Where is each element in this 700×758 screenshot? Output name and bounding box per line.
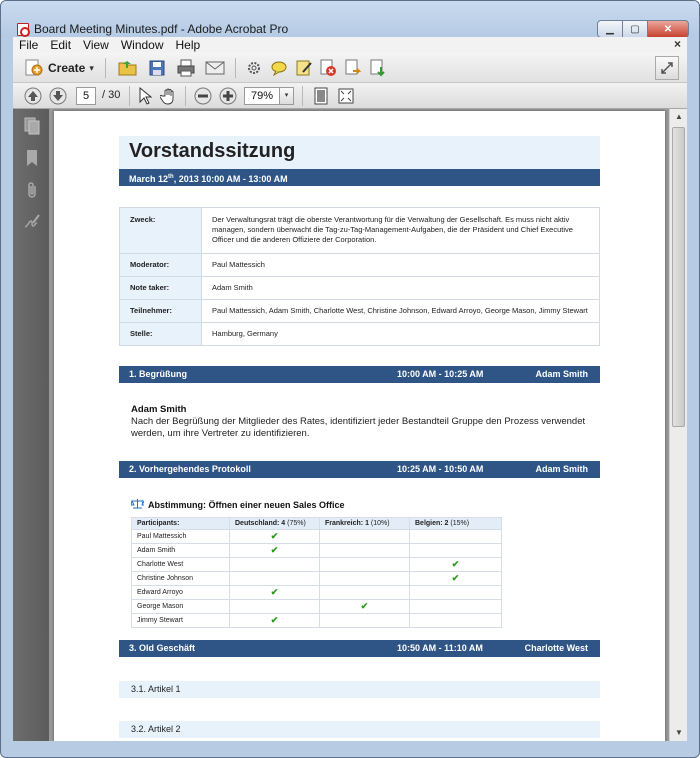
meeting-date <box>129 169 288 188</box>
open-button[interactable] <box>117 57 139 79</box>
info-value: Hamburg, Germany <box>212 329 278 338</box>
vote-option-percent: (10%) <box>368 520 390 527</box>
create-pdf-icon <box>23 58 43 78</box>
table-row <box>132 614 502 628</box>
section-time: 10:00 AM - 10:25 AM <box>397 369 484 379</box>
page-count: / 30 <box>102 89 121 101</box>
save-button[interactable] <box>146 57 168 79</box>
table-row <box>132 558 502 572</box>
toolbar-divider <box>302 86 303 106</box>
meeting-date-main: March 12 <box>129 174 169 184</box>
info-key: Note taker: <box>120 277 202 299</box>
info-row-location <box>120 323 599 345</box>
section-header <box>119 366 600 383</box>
section-title: 2. Vorhergehendes Protokoll <box>129 464 251 474</box>
document-view[interactable] <box>49 109 669 741</box>
close-button[interactable]: ✕ <box>647 20 689 38</box>
navigation-pane <box>13 109 49 741</box>
next-page-button[interactable] <box>48 86 68 106</box>
zoom-input[interactable]: 79% <box>244 87 280 105</box>
vote-table <box>131 517 502 628</box>
table-row <box>132 600 502 614</box>
sign-document-icon <box>295 59 313 77</box>
expand-button[interactable] <box>655 56 679 80</box>
scales-icon <box>131 498 145 512</box>
previous-page-button[interactable] <box>23 86 43 106</box>
section-paragraph: Nach der Begrüßung der Mitglieder des Rates, identifiziert jeder Bestandteil Gruppe den Prozess verwendet werden, um ihre Vertreter zu identifizieren. <box>131 416 586 439</box>
vote-cell <box>230 600 320 614</box>
vote-cell <box>410 600 502 614</box>
table-row <box>132 572 502 586</box>
create-label: Create <box>48 61 86 75</box>
info-value: Adam Smith <box>212 283 253 292</box>
info-row-purpose <box>120 208 599 254</box>
participant-name: Paul Mattessich <box>132 530 230 544</box>
page-number-input[interactable]: 5 <box>76 87 96 105</box>
section-header <box>119 461 600 478</box>
print-button[interactable] <box>175 57 197 79</box>
vote-title: Abstimmung: Öffnen einer neuen Sales Office <box>148 500 345 510</box>
fit-page-icon <box>313 87 329 105</box>
expand-arrows-icon <box>660 61 674 75</box>
vote-header-row <box>132 518 502 530</box>
participant-name: Christine Johnson <box>132 572 230 586</box>
gear-icon <box>246 60 262 76</box>
create-button[interactable] <box>23 58 94 78</box>
vote-option-percent: (15%) <box>448 520 470 527</box>
toolbar-divider <box>185 86 186 106</box>
participants-header: Participants: <box>132 518 230 530</box>
zoom-in-button[interactable] <box>218 86 238 106</box>
section-title: 1. Begrüßung <box>129 369 187 379</box>
vote-option-name: Deutschland: 4 <box>235 520 286 527</box>
meeting-info-table <box>119 207 600 346</box>
info-key: Stelle: <box>120 323 202 345</box>
bookmarks-button[interactable] <box>23 149 41 167</box>
vote-cell <box>320 530 410 544</box>
create-dropdown-icon: ▾ <box>89 62 94 73</box>
info-value: Der Verwaltungsrat trägt die oberste Verantwortung für die Verwaltung der Gesellschaft. Es muss nicht aktiv managen, sondern überwacht die Tag-zu-Tag-Management-Aufgaben, die der Präsident und Chief Executive Officer und die anderen Offiziere der Corporation. <box>212 215 573 244</box>
remove-button[interactable] <box>318 58 338 78</box>
page-title: Vorstandssitzung <box>129 140 296 162</box>
vote-option-header <box>410 518 502 530</box>
window-bottom-border <box>13 741 687 749</box>
vote-check-icon: ✔ <box>410 572 502 586</box>
maximize-button[interactable]: ▢ <box>622 20 648 38</box>
vote-option-header <box>320 518 410 530</box>
meeting-date-ordinal: th <box>168 174 174 180</box>
vertical-scrollbar[interactable] <box>669 109 687 741</box>
section-header <box>119 640 600 657</box>
attachments-button[interactable] <box>23 181 41 199</box>
section-presenter: Charlotte West <box>524 643 588 653</box>
pdf-page <box>54 111 665 741</box>
participant-name: Adam Smith <box>132 544 230 558</box>
close-document-button[interactable]: × <box>673 37 681 51</box>
zoom-dropdown-button[interactable]: ▾ <box>280 87 294 105</box>
signature-pen-icon <box>23 213 41 231</box>
info-key: Moderator: <box>120 254 202 276</box>
printer-icon <box>176 59 196 77</box>
window-controls <box>597 20 689 38</box>
vote-option-percent: (75%) <box>285 520 306 527</box>
toolbar-divider <box>235 58 236 78</box>
hand-icon <box>160 87 178 105</box>
sub-item <box>119 681 600 698</box>
table-row <box>132 586 502 600</box>
vote-option-name: Frankreich: 1 <box>325 520 369 527</box>
meeting-date-time: , 2013 10:00 AM - 13:00 AM <box>173 174 288 184</box>
main-toolbar <box>13 53 687 83</box>
signatures-button[interactable] <box>23 213 41 231</box>
vote-cell <box>410 544 502 558</box>
scroll-down-icon[interactable]: ▼ <box>675 728 683 737</box>
vote-check-icon: ✔ <box>230 614 320 628</box>
participant-name: Jimmy Stewart <box>132 614 230 628</box>
zoom-in-icon <box>219 87 237 105</box>
navigation-toolbar <box>13 83 687 109</box>
vote-cell <box>320 558 410 572</box>
sub-item-label: 3.1. Artikel 1 <box>131 684 181 694</box>
open-folder-icon <box>118 59 138 77</box>
zoom-out-button[interactable] <box>193 86 213 106</box>
menu-bar <box>13 37 687 53</box>
menu-file[interactable]: File <box>19 38 39 52</box>
sub-item <box>119 721 600 738</box>
toolbar-divider <box>129 86 130 106</box>
acrobat-pdf-icon <box>17 23 29 36</box>
sign-button[interactable] <box>294 58 314 78</box>
fit-page-button[interactable] <box>311 86 331 106</box>
minimize-button[interactable]: ▁ <box>597 20 623 38</box>
section-presenter: Adam Smith <box>535 369 588 379</box>
vote-cell <box>320 614 410 628</box>
pages-icon <box>24 117 40 135</box>
window-title: Board Meeting Minutes.pdf - Adobe Acrobat Pro <box>34 22 289 36</box>
scroll-up-icon[interactable]: ▲ <box>675 112 683 121</box>
vote-cell <box>410 530 502 544</box>
section-time: 10:50 AM - 11:10 AM <box>397 643 483 653</box>
hand-tool-button[interactable] <box>159 86 179 106</box>
info-key: Teilnehmer: <box>120 300 202 322</box>
vote-check-icon: ✔ <box>230 544 320 558</box>
info-row-note-taker <box>120 277 599 300</box>
document-export-icon <box>369 59 387 77</box>
document-remove-icon <box>319 59 337 77</box>
export-button[interactable] <box>368 58 388 78</box>
info-key: Zweck: <box>120 208 202 253</box>
full-screen-button[interactable] <box>336 86 356 106</box>
section-presenter: Adam Smith <box>535 464 588 474</box>
info-row-moderator <box>120 254 599 277</box>
sub-item-label: 3.2. Artikel 2 <box>131 724 181 734</box>
participant-name: Edward Arroyo <box>132 586 230 600</box>
scrollbar-thumb[interactable] <box>672 127 685 427</box>
menu-window[interactable]: Window <box>120 38 164 52</box>
vote-option-name: Belgien: 2 <box>415 520 449 527</box>
comment-button[interactable] <box>269 58 289 78</box>
vote-option-header <box>230 518 320 530</box>
menu-view[interactable]: View <box>83 38 109 52</box>
zoom-out-icon <box>194 87 212 105</box>
vote-check-icon: ✔ <box>320 600 410 614</box>
participant-name: George Mason <box>132 600 230 614</box>
bookmark-icon <box>25 149 39 167</box>
page-thumbnails-button[interactable] <box>23 117 41 135</box>
info-row-participants <box>120 300 599 323</box>
speaker-name: Adam Smith <box>131 404 187 415</box>
document-share-icon <box>344 59 362 77</box>
save-disk-icon <box>148 59 166 77</box>
cursor-arrow-icon <box>138 87 152 105</box>
info-value: Paul Mattessich, Adam Smith, Charlotte West, Christine Johnson, Edward Arroyo, George Mason, Jimmy Stewart <box>212 306 588 315</box>
arrow-up-circle-icon <box>24 87 42 105</box>
envelope-icon <box>205 60 225 76</box>
info-value: Paul Mattessich <box>212 260 265 269</box>
vote-heading <box>131 498 612 512</box>
table-row <box>132 544 502 558</box>
vote-check-icon: ✔ <box>230 586 320 600</box>
select-tool-button[interactable] <box>135 86 155 106</box>
vote-cell <box>410 586 502 600</box>
vote-cell <box>410 614 502 628</box>
section-time: 10:25 AM - 10:50 AM <box>397 464 484 474</box>
paperclip-icon <box>25 181 39 199</box>
arrow-down-circle-icon <box>49 87 67 105</box>
vote-cell <box>230 572 320 586</box>
menu-edit[interactable]: Edit <box>50 38 72 52</box>
email-button[interactable] <box>204 57 226 79</box>
vote-cell <box>320 586 410 600</box>
toolbar-divider <box>105 58 106 78</box>
settings-button[interactable] <box>244 58 264 78</box>
menu-help[interactable]: Help <box>175 38 201 52</box>
vote-check-icon: ✔ <box>230 530 320 544</box>
title-bar[interactable] <box>1 1 699 37</box>
vote-check-icon: ✔ <box>410 558 502 572</box>
full-screen-icon <box>337 87 355 105</box>
vote-cell <box>230 558 320 572</box>
section-title: 3. Old Geschäft <box>129 643 196 653</box>
share-button[interactable] <box>343 58 363 78</box>
vote-cell <box>320 572 410 586</box>
participant-name: Charlotte West <box>132 558 230 572</box>
speech-bubble-icon <box>270 60 288 76</box>
title-box <box>119 136 600 169</box>
table-row <box>132 530 502 544</box>
vote-cell <box>320 544 410 558</box>
date-band <box>119 169 600 186</box>
